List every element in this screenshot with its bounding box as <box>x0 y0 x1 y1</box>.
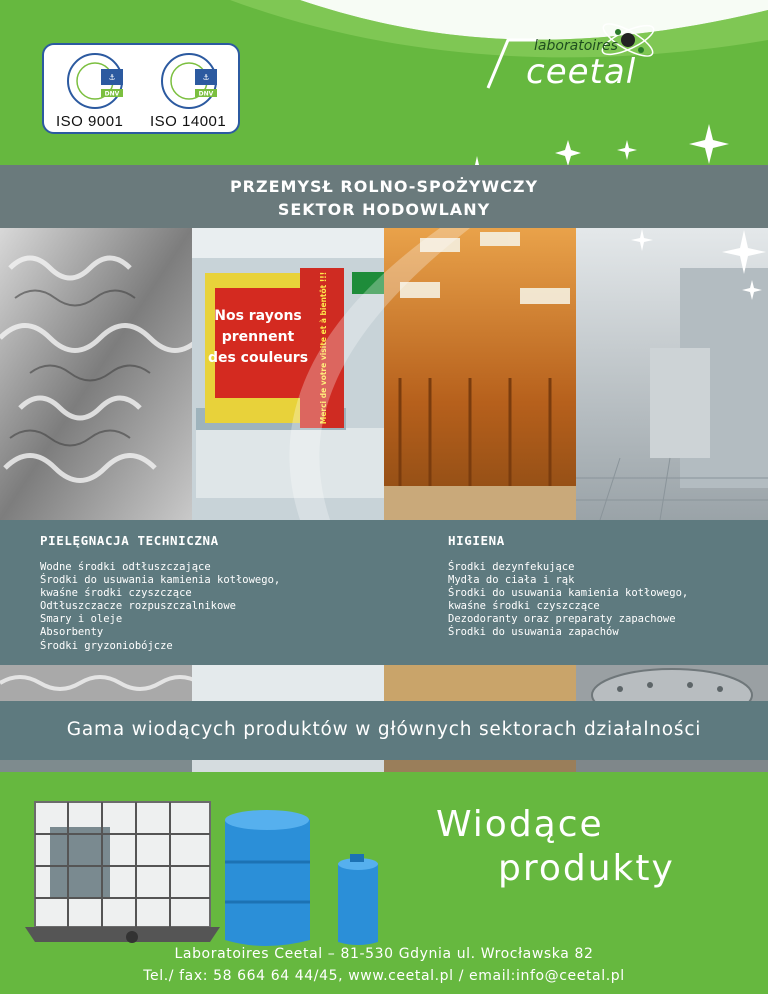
svg-text:⚓: ⚓ <box>202 73 210 82</box>
list-item: Mydła do ciała i rąk <box>448 574 575 587</box>
certificates-panel <box>42 43 240 134</box>
list-item: Wodne środki odtłuszczające <box>40 561 211 573</box>
photo-collage <box>0 228 768 520</box>
list-item: kwaśne środki czyszczące <box>40 587 192 600</box>
technical-list <box>40 561 280 653</box>
list-item: Środki gryzoniobójcze <box>40 639 173 652</box>
tagline-text: Gama wiodących produktów w głównych sektorach działalności <box>66 719 702 740</box>
technical-heading: PIELĘGNACJA TECHNICZNA <box>40 533 219 548</box>
logo-main-text: ceetal <box>526 52 637 92</box>
products-heading-line-1: Wiodące <box>436 804 604 845</box>
iso-14001-label: ISO 14001 <box>150 113 227 130</box>
thin-photo-strip <box>0 760 768 772</box>
footer-address: Laboratoires Ceetal – 81-530 Gdynia ul. Wrocławska 82 <box>174 946 594 962</box>
list-item: Odtłuszczacze rozpuszczalnikowe <box>40 600 236 613</box>
svg-text:DNV: DNV <box>198 90 214 98</box>
hygiene-heading: HIGIENA <box>448 533 505 548</box>
products-section <box>0 772 768 994</box>
svg-text:DNV: DNV <box>104 90 120 98</box>
list-item: Absorbenty <box>40 626 104 639</box>
sign-side-text: Merci de votre visite et à bientôt !!! <box>319 271 328 425</box>
logo-top-text: laboratoires <box>534 38 618 54</box>
sparkle-icon <box>466 156 488 165</box>
ibc-container-icon <box>25 802 220 943</box>
products-heading-line-2: produkty <box>498 848 675 889</box>
svg-text:⚓: ⚓ <box>108 73 116 82</box>
tagline-band <box>0 701 768 760</box>
sign-line-1: Nos rayons <box>214 308 302 324</box>
list-item: Środki do usuwania kamienia kotłowego, <box>448 587 689 600</box>
iso-9001-label: ISO 9001 <box>56 113 124 130</box>
title-line-1: PRZEMYSŁ ROLNO-SPOŻYWCZY <box>229 177 539 196</box>
sparkle-icon <box>689 124 729 164</box>
list-item: Smary i oleje <box>40 613 123 626</box>
hygiene-list <box>448 561 688 640</box>
blue-canister-icon <box>338 854 378 945</box>
photo-strip-lower <box>0 665 768 701</box>
list-item: Środki do usuwania zapachów <box>448 626 619 639</box>
title-line-2: SEKTOR HODOWLANY <box>277 200 491 219</box>
containers-illustration <box>20 782 420 952</box>
list-item: Dezodoranty oraz preparaty zapachowe <box>448 613 676 626</box>
ceetal-logo <box>478 18 678 98</box>
blue-drum-icon <box>225 810 310 946</box>
sign-line-2: prennent <box>221 329 295 345</box>
iso-9001-seal-icon <box>54 51 136 111</box>
list-item: Środki do usuwania kamienia kotłowego, <box>40 574 281 587</box>
iso-14001-seal-icon <box>148 51 230 111</box>
sparkle-icon <box>555 140 581 165</box>
list-item: kwaśne środki czyszczące <box>448 600 600 613</box>
footer-contact: Tel./ fax: 58 664 64 44/45, www.ceetal.pl / email:info@ceetal.pl <box>143 968 625 984</box>
sparkle-icon <box>617 140 637 160</box>
product-categories-panel <box>0 520 768 665</box>
sign-line-3: des couleurs <box>207 350 309 366</box>
title-band <box>0 165 768 228</box>
list-item: Środki dezynfekujące <box>448 561 575 573</box>
